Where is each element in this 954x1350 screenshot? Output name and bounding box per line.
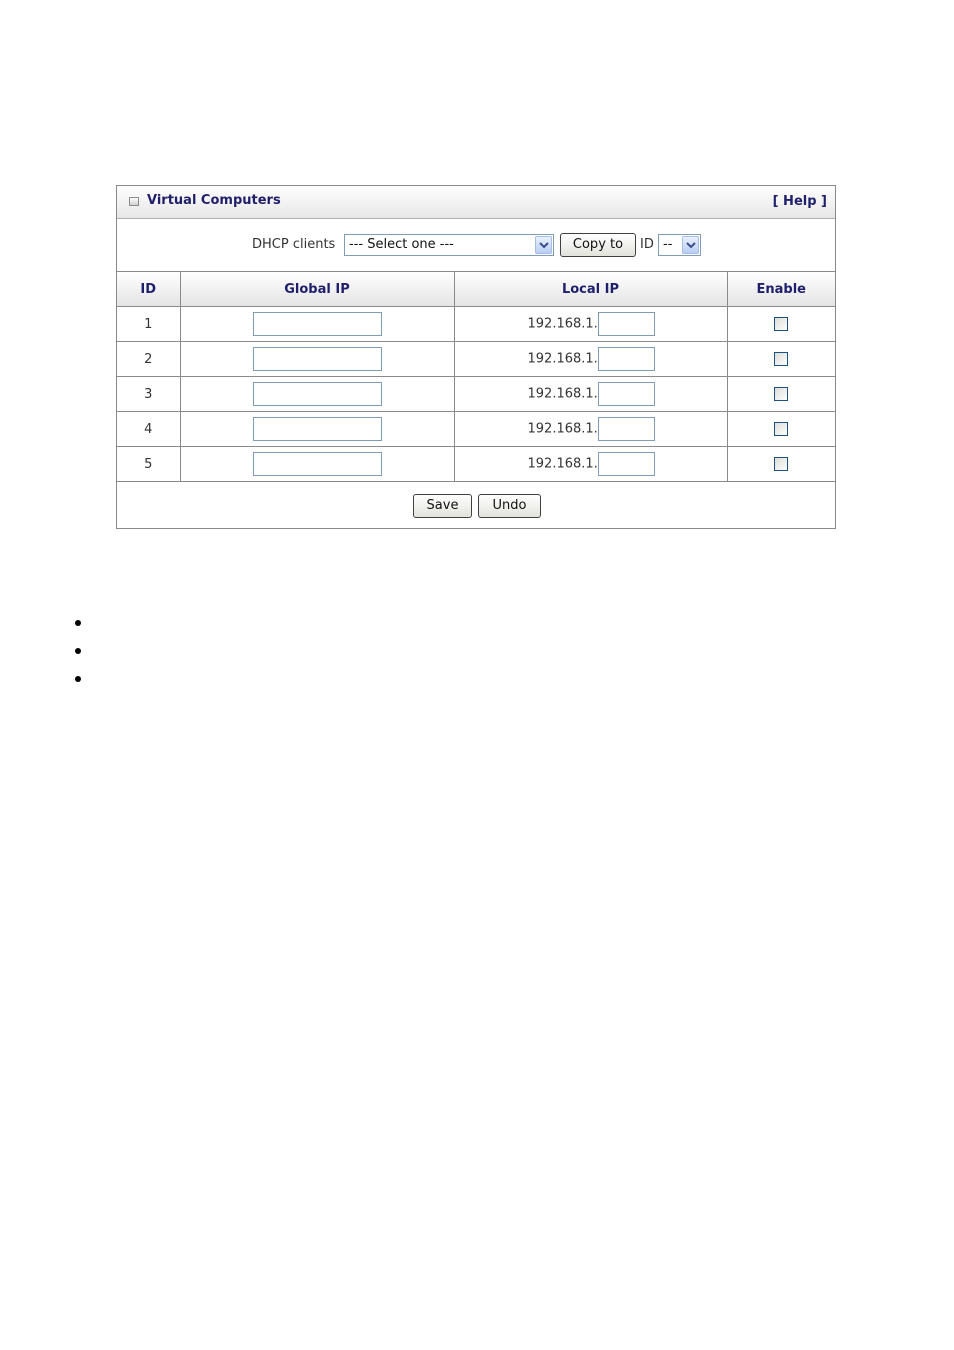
bullet-dot <box>75 620 81 626</box>
global-ip-input[interactable] <box>253 417 382 441</box>
local-ip-suffix-input[interactable] <box>598 417 655 441</box>
enable-checkbox[interactable] <box>774 317 788 331</box>
row-id: 3 <box>117 377 180 412</box>
row-id: 1 <box>117 307 180 342</box>
local-ip-prefix: 192.168.1. <box>527 456 598 472</box>
global-ip-input[interactable] <box>253 347 382 371</box>
bullet-dot <box>75 676 81 682</box>
table-row <box>117 377 835 412</box>
id-label: ID <box>640 237 654 252</box>
enable-checkbox[interactable] <box>774 422 788 436</box>
dhcp-clients-row <box>117 219 835 272</box>
copy-to-button[interactable]: Copy to <box>560 233 636 257</box>
column-header-id: ID <box>117 272 180 307</box>
enable-checkbox[interactable] <box>774 457 788 471</box>
virtual-computers-table <box>117 272 835 482</box>
enable-checkbox[interactable] <box>774 352 788 366</box>
local-ip-suffix-input[interactable] <box>598 452 655 476</box>
chevron-down-icon <box>682 236 699 254</box>
bullet-dot <box>75 648 81 654</box>
table-row <box>117 412 835 447</box>
action-buttons-row <box>117 482 835 528</box>
undo-button[interactable]: Undo <box>478 494 541 518</box>
local-ip-prefix: 192.168.1. <box>527 421 598 437</box>
local-ip-suffix-input[interactable] <box>598 347 655 371</box>
global-ip-input[interactable] <box>253 452 382 476</box>
global-ip-input[interactable] <box>253 382 382 406</box>
column-header-local-ip: Local IP <box>454 272 727 307</box>
dhcp-clients-select[interactable] <box>344 234 554 256</box>
save-button[interactable]: Save <box>413 494 472 518</box>
enable-checkbox[interactable] <box>774 387 788 401</box>
panel-titlebar <box>117 186 835 219</box>
row-id: 5 <box>117 447 180 482</box>
panel-title: Virtual Computers <box>147 193 281 208</box>
local-ip-suffix-input[interactable] <box>598 382 655 406</box>
table-row <box>117 342 835 377</box>
chevron-down-icon <box>535 236 552 254</box>
dhcp-clients-label: DHCP clients <box>252 237 336 252</box>
table-row <box>117 307 835 342</box>
id-select-value: -- <box>663 237 673 252</box>
panel-square-icon <box>129 197 139 206</box>
local-ip-prefix: 192.168.1. <box>527 316 598 332</box>
column-header-global-ip: Global IP <box>180 272 454 307</box>
column-header-enable: Enable <box>727 272 835 307</box>
local-ip-prefix: 192.168.1. <box>527 351 598 367</box>
row-id: 2 <box>117 342 180 377</box>
dhcp-clients-select-value: --- Select one --- <box>349 237 454 252</box>
table-header-row <box>117 272 835 307</box>
global-ip-input[interactable] <box>253 312 382 336</box>
local-ip-prefix: 192.168.1. <box>527 386 598 402</box>
id-select[interactable] <box>658 234 701 256</box>
virtual-computers-panel <box>116 185 836 529</box>
local-ip-suffix-input[interactable] <box>598 312 655 336</box>
help-link[interactable]: [ Help ] <box>772 194 827 209</box>
row-id: 4 <box>117 412 180 447</box>
table-row <box>117 447 835 482</box>
